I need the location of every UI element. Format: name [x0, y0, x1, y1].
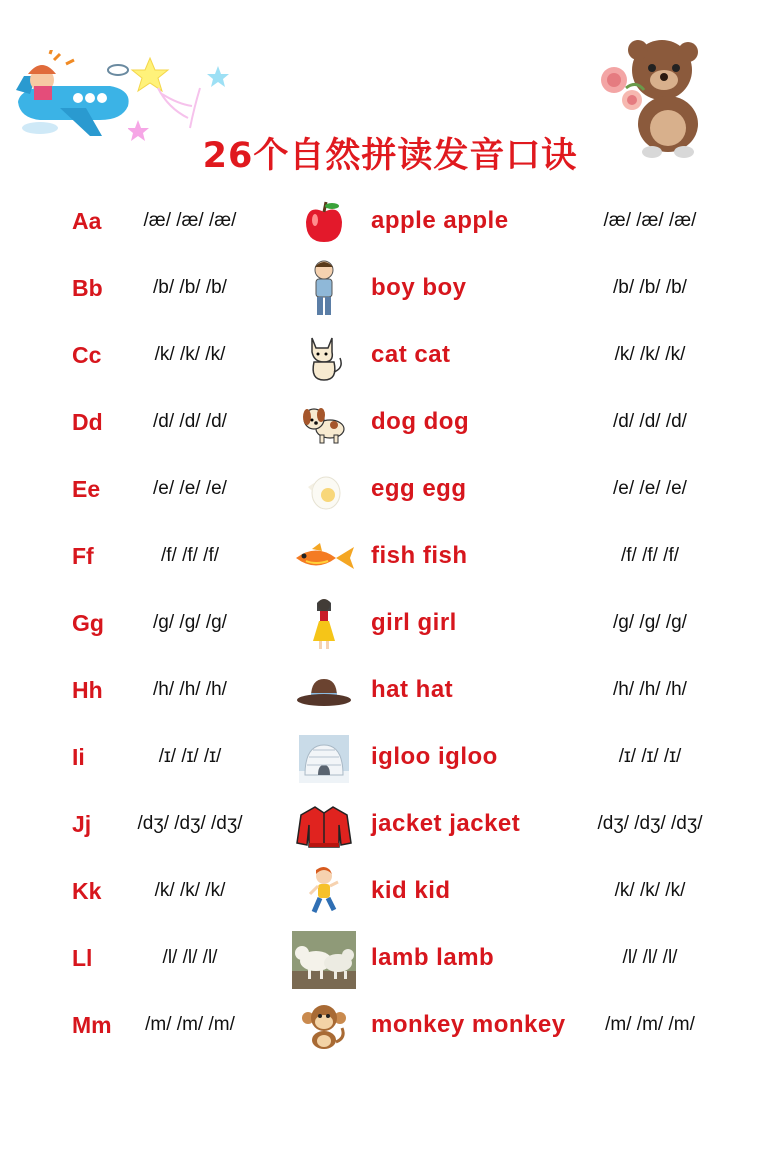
example-word: monkey monkey	[371, 1011, 566, 1038]
phonetic-left: /l/ /l/ /l/	[162, 947, 218, 968]
example-word: apple apple	[371, 207, 509, 234]
phonetic-left: /ɪ/ /ɪ/ /ɪ/	[158, 746, 222, 767]
letter: Dd	[72, 409, 103, 435]
dog-icon	[292, 395, 356, 453]
monkey-icon	[292, 998, 356, 1056]
phonetic-right: /f/ /f/ /f/	[620, 545, 680, 566]
phonetic-right: /æ/ /æ/ /æ/	[603, 210, 697, 231]
example-word: girl girl	[371, 609, 457, 636]
letter: Kk	[72, 878, 102, 904]
phonetic-left: /k/ /k/ /k/	[154, 880, 226, 901]
example-word: hat hat	[371, 676, 454, 703]
list-item	[0, 391, 780, 458]
list-item	[0, 860, 780, 927]
letter: Jj	[72, 811, 92, 837]
letter: Mm	[72, 1012, 112, 1038]
letter: Gg	[72, 610, 104, 636]
list-item	[0, 525, 780, 592]
page-title: 26个自然拼读发音口诀	[202, 136, 578, 176]
example-word: dog dog	[371, 408, 470, 435]
phonetic-right: /l/ /l/ /l/	[622, 947, 678, 968]
phonics-list	[0, 190, 780, 1061]
phonetic-right: /g/ /g/ /g/	[613, 612, 687, 633]
letter: Ee	[72, 476, 101, 502]
letter: Cc	[72, 342, 102, 368]
boy-icon	[292, 261, 356, 319]
letter: Ff	[72, 543, 94, 569]
phonetic-right: /k/ /k/ /k/	[614, 880, 686, 901]
list-item	[0, 793, 780, 860]
phonetic-right: /m/ /m/ /m/	[605, 1014, 695, 1035]
girl-icon	[292, 596, 356, 654]
phonetic-left: /b/ /b/ /b/	[153, 277, 227, 298]
example-word: igloo igloo	[371, 743, 498, 770]
phonetic-right: /ɪ/ /ɪ/ /ɪ/	[618, 746, 682, 767]
phonetic-left: /f/ /f/ /f/	[160, 545, 220, 566]
airplane-icon	[10, 50, 135, 140]
example-word: fish fish	[371, 542, 468, 569]
hat-icon	[292, 663, 356, 721]
phonetic-left: /dʒ/ /dʒ/ /dʒ/	[137, 813, 243, 834]
letter: Ll	[72, 945, 93, 971]
letter: Hh	[72, 677, 103, 703]
phonetic-right: /dʒ/ /dʒ/ /dʒ/	[597, 813, 703, 834]
apple-icon	[292, 194, 356, 252]
example-word: jacket jacket	[371, 810, 521, 837]
example-word: lamb lamb	[371, 944, 495, 971]
list-item	[0, 659, 780, 726]
phonetic-left: /g/ /g/ /g/	[153, 612, 227, 633]
kid-icon	[292, 864, 356, 922]
letter: Aa	[72, 208, 102, 234]
phonetic-left: /d/ /d/ /d/	[153, 411, 227, 432]
phonetic-right: /d/ /d/ /d/	[613, 411, 687, 432]
phonetic-left: /k/ /k/ /k/	[154, 344, 226, 365]
list-item	[0, 324, 780, 391]
example-word: egg egg	[371, 475, 467, 502]
phonetic-left: /æ/ /æ/ /æ/	[143, 210, 237, 231]
lamb-icon	[292, 931, 356, 989]
example-word: boy boy	[371, 274, 467, 301]
list-item	[0, 994, 780, 1061]
igloo-icon	[292, 730, 356, 788]
phonetic-right: /h/ /h/ /h/	[613, 679, 687, 700]
letter: Bb	[72, 275, 103, 301]
phonetic-right: /k/ /k/ /k/	[614, 344, 686, 365]
list-item	[0, 190, 780, 257]
list-item	[0, 726, 780, 793]
letter: Ii	[72, 744, 85, 770]
list-item	[0, 458, 780, 525]
fish-icon	[292, 529, 356, 587]
example-word: cat cat	[371, 341, 451, 368]
phonetic-right: /b/ /b/ /b/	[613, 277, 687, 298]
phonetic-right: /e/ /e/ /e/	[613, 478, 687, 499]
phonetic-left: /e/ /e/ /e/	[153, 478, 227, 499]
list-item	[0, 592, 780, 659]
egg-icon	[292, 462, 356, 520]
list-item	[0, 257, 780, 324]
phonetic-left: /h/ /h/ /h/	[153, 679, 227, 700]
jacket-icon	[292, 797, 356, 855]
phonetic-left: /m/ /m/ /m/	[145, 1014, 235, 1035]
cat-icon	[292, 328, 356, 386]
list-item	[0, 927, 780, 994]
example-word: kid kid	[371, 877, 451, 904]
